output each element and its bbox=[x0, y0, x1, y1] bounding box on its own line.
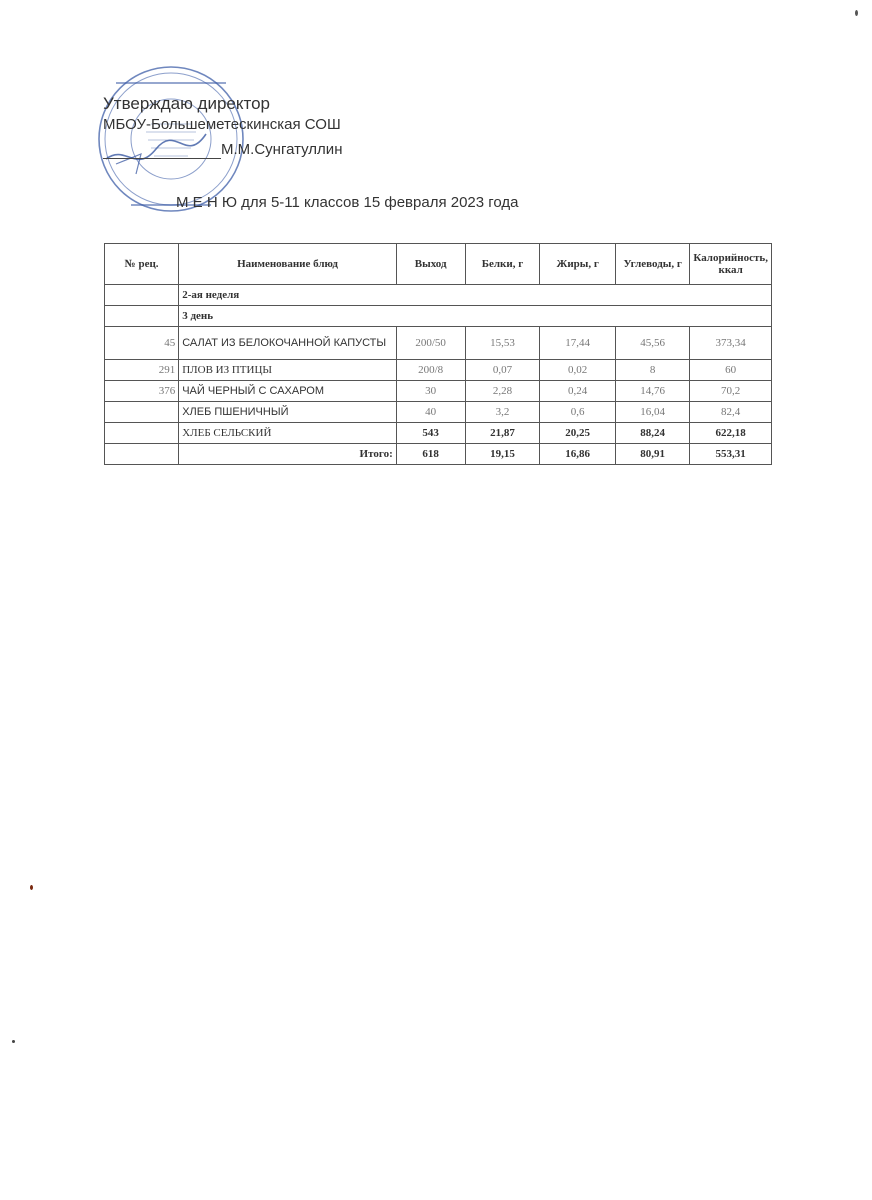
table-row: 291 ПЛОВ ИЗ ПТИЦЫ 200/8 0,07 0,02 8 60 bbox=[105, 360, 772, 381]
scan-speck bbox=[12, 1040, 15, 1043]
table-row: 376 ЧАЙ ЧЕРНЫЙ С САХАРОМ 30 2,28 0,24 14,76 70,2 bbox=[105, 381, 772, 402]
header-name: Наименование блюд bbox=[179, 244, 397, 285]
approval-school: МБОУ-Большеметескинская СОШ bbox=[103, 116, 341, 133]
header-carbs: Углеводы, г bbox=[616, 244, 690, 285]
week-label: 2-ая неделя bbox=[179, 285, 772, 306]
day-row bbox=[105, 306, 772, 327]
header-yield: Выход bbox=[396, 244, 465, 285]
header-kcal: Калорийность, ккал bbox=[690, 244, 772, 285]
signature-line bbox=[103, 158, 221, 159]
day-label: 3 день bbox=[179, 306, 772, 327]
header-fat: Жиры, г bbox=[540, 244, 616, 285]
director-name: М.М.Сунгатуллин bbox=[221, 141, 343, 158]
approval-title: Утверждаю директор bbox=[103, 94, 271, 113]
approval-director-name bbox=[103, 141, 342, 158]
week-row bbox=[105, 285, 772, 306]
scan-speck bbox=[855, 10, 858, 16]
header-rec: № рец. bbox=[105, 244, 179, 285]
total-label: Итого: bbox=[179, 444, 397, 465]
table-row: ХЛЕБ СЕЛЬСКИЙ 543 21,87 20,25 88,24 622,18 bbox=[105, 423, 772, 444]
menu-title: М Е Н Ю для 5-11 классов 15 февраля 2023 года bbox=[176, 194, 519, 211]
total-row: Итого: 618 19,15 16,86 80,91 553,31 bbox=[105, 444, 772, 465]
header-protein: Белки, г bbox=[465, 244, 540, 285]
table-header-row bbox=[105, 244, 772, 285]
table-row: 45 САЛАТ ИЗ БЕЛОКОЧАННОЙ КАПУСТЫ 200/50 15,53 17,44 45,56 373,34 bbox=[105, 327, 772, 360]
menu-table bbox=[104, 243, 772, 465]
scan-speck bbox=[30, 885, 33, 890]
school-seal-stamp bbox=[96, 64, 246, 214]
table-row: ХЛЕБ ПШЕНИЧНЫЙ 40 3,2 0,6 16,04 82,4 bbox=[105, 402, 772, 423]
